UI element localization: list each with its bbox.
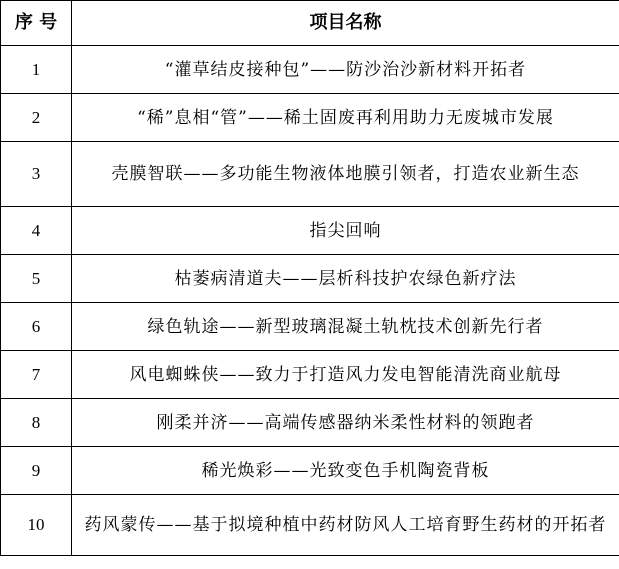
row-number: 9 [1, 447, 72, 495]
table-row [1, 447, 619, 495]
row-number: 2 [1, 94, 72, 142]
table-row [1, 351, 619, 399]
row-number: 1 [1, 46, 72, 94]
project-name: “灌草结皮接种包”——防沙治沙新材料开拓者 [72, 46, 619, 94]
table-row [1, 495, 619, 556]
table-row [1, 142, 619, 207]
project-name: 风电蜘蛛侠——致力于打造风力发电智能清洗商业航母 [72, 351, 619, 399]
row-number: 5 [1, 255, 72, 303]
row-number: 10 [1, 495, 72, 556]
table-row [1, 255, 619, 303]
row-number: 3 [1, 142, 72, 207]
row-number: 6 [1, 303, 72, 351]
project-name: 壳膜智联——多功能生物液体地膜引领者，打造农业新生态 [72, 142, 619, 207]
project-name: “稀”息相“管”——稀土固废再利用助力无废城市发展 [72, 94, 619, 142]
table-header-row [1, 1, 619, 46]
row-number: 7 [1, 351, 72, 399]
project-name: 指尖回响 [72, 207, 619, 255]
project-name: 枯萎病清道夫——层析科技护农绿色新疗法 [72, 255, 619, 303]
row-number: 4 [1, 207, 72, 255]
row-number: 8 [1, 399, 72, 447]
project-name: 稀光焕彩——光致变色手机陶瓷背板 [72, 447, 619, 495]
project-name: 药风蒙传——基于拟境种植中药材防风人工培育野生药材的开拓者 [72, 495, 619, 556]
table-row [1, 94, 619, 142]
table-row [1, 399, 619, 447]
project-name: 刚柔并济——高端传感器纳米柔性材料的领跑者 [72, 399, 619, 447]
table-row [1, 303, 619, 351]
table-row [1, 207, 619, 255]
project-name: 绿色轨途——新型玻璃混凝土轨枕技术创新先行者 [72, 303, 619, 351]
header-project-name: 项目名称 [72, 1, 619, 46]
table-row [1, 46, 619, 94]
header-number: 序 号 [1, 1, 72, 46]
